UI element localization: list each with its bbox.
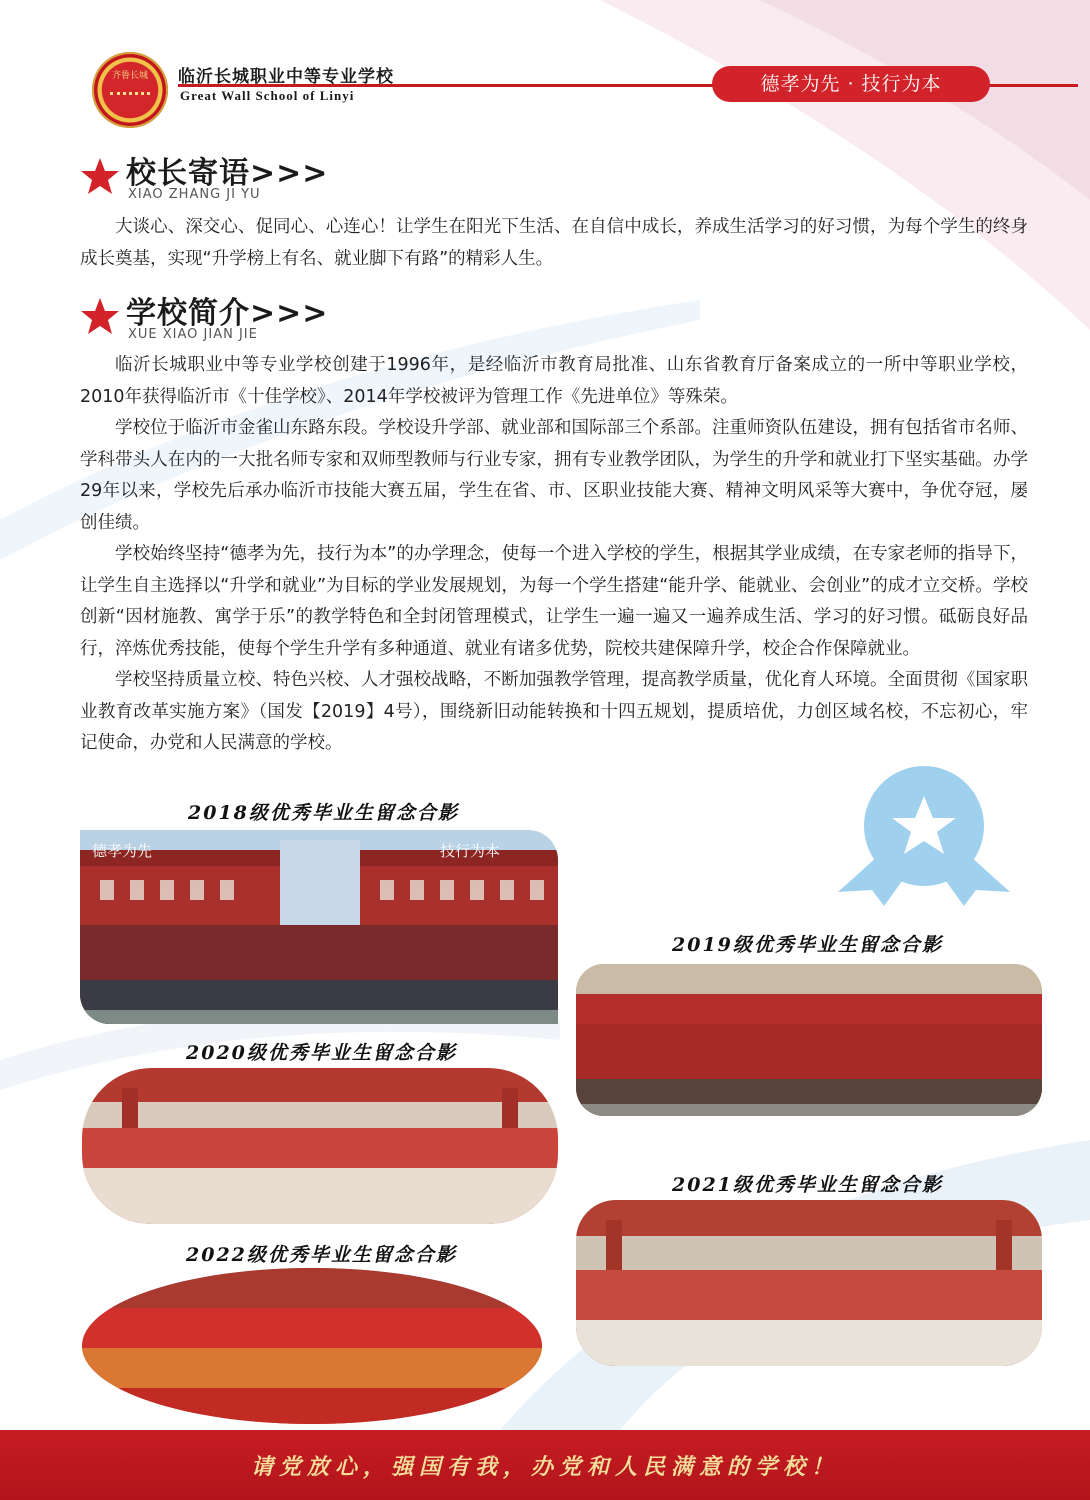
caption-2021: 2021级优秀毕业生留念合影 [672, 1174, 943, 1196]
intro-pinyin: XUE XIAO JIAN JIE [128, 327, 258, 342]
principal-paragraph: 大谈心、深交心、促同心、心连心！让学生在阳光下生活、在自信中成长，养成生活学习的好习惯，为每个学生的终身成长奠基，实现“升学榜上有名、就业脚下有路”的精彩人生。 [80, 217, 1028, 269]
intro-paragraph: 学校坚持质量立校、特色兴校、人才强校战略，不断加强教学管理，提高教学质量，优化育人环境。全面贯彻《国家职业教育改革实施方案》（国发【2019】4号），围绕新旧动能转换和十四五规划，提质培优，力创区域名校，不忘初心，牢记使命，办党和人民满意的学校。 [80, 670, 1028, 753]
photo-2022 [82, 1268, 542, 1424]
school-name-cn: 临沂长城职业中等专业学校 [178, 67, 394, 87]
caption-2022: 2022级优秀毕业生留念合影 [186, 1244, 457, 1266]
principal-message [80, 212, 1028, 275]
photo-2021 [576, 1200, 1042, 1366]
caption-2018: 2018级优秀毕业生留念合影 [188, 802, 459, 824]
photo-2018 [80, 830, 558, 1024]
star-icon [80, 156, 120, 196]
logo-text: 齐鲁长城 [111, 71, 148, 81]
school-name-en: Great Wall School of Linyi [180, 88, 355, 103]
caption-2019: 2019级优秀毕业生留念合影 [672, 934, 943, 956]
intro-paragraph: 学校位于临沂市金雀山东路东段。学校设升学部、就业部和国际部三个系部。注重师资队伍建设，拥有包括省市名师、学科带头人在内的一大批名师专家和双师型教师与行业专家，拥有专业教学团队，为学生的升学和就业打下坚实基础。办学29年以来，学校先后承办临沂市技能大赛五届，学生在省、市、区职业技能大赛、精神文明风采等大赛中，争优夺冠，屡创佳绩。 [80, 418, 1028, 533]
school-logo [92, 52, 168, 128]
sign-right: 技行为本 [440, 842, 501, 860]
photo-2020 [82, 1068, 558, 1224]
award-ribbon-icon [838, 766, 1010, 906]
slogan-badge: 德孝为先 · 技行为本 [712, 66, 990, 102]
principal-pinyin: XIAO ZHANG JI YU [128, 187, 261, 202]
star-icon [80, 296, 120, 336]
great-wall-icon [110, 92, 150, 104]
sign-left: 德孝为先 [92, 842, 153, 860]
intro-body [80, 350, 1028, 760]
footer-banner [0, 1430, 1090, 1500]
intro-title: 学校简介>>> [126, 296, 329, 331]
intro-paragraph: 学校始终坚持“德孝为先，技行为本”的办学理念，使每一个进入学校的学生，根据其学业成绩，在专家老师的指导下，让学生自主选择以“升学和就业”为目标的学业发展规划，为每一个学生搭建“能升学、能就业、会创业”的成才立交桥。学校创新“因材施教、寓学于乐”的教学特色和全封闭管理模式，让学生一遍一遍又一遍养成生活、学习的好习惯。砥砺良好品行，淬炼优秀技能，使每个学生升学有多种通道、就业有诸多优势，院校共建保障升学，校企合作保障就业。 [80, 544, 1028, 659]
intro-paragraph: 临沂长城职业中等专业学校创建于1996年，是经临沂市教育局批准、山东省教育厅备案成立的一所中等职业学校，2010年获得临沂市《十佳学校》、2014年学校被评为管理工作《先进单位》等殊荣。 [80, 355, 1028, 407]
photo-2019 [576, 964, 1042, 1116]
caption-2020: 2020级优秀毕业生留念合影 [186, 1042, 457, 1064]
principal-title: 校长寄语>>> [126, 156, 329, 191]
footer-slogan: 请党放心，强国有我，办党和人民满意的学校！ [250, 1454, 839, 1480]
